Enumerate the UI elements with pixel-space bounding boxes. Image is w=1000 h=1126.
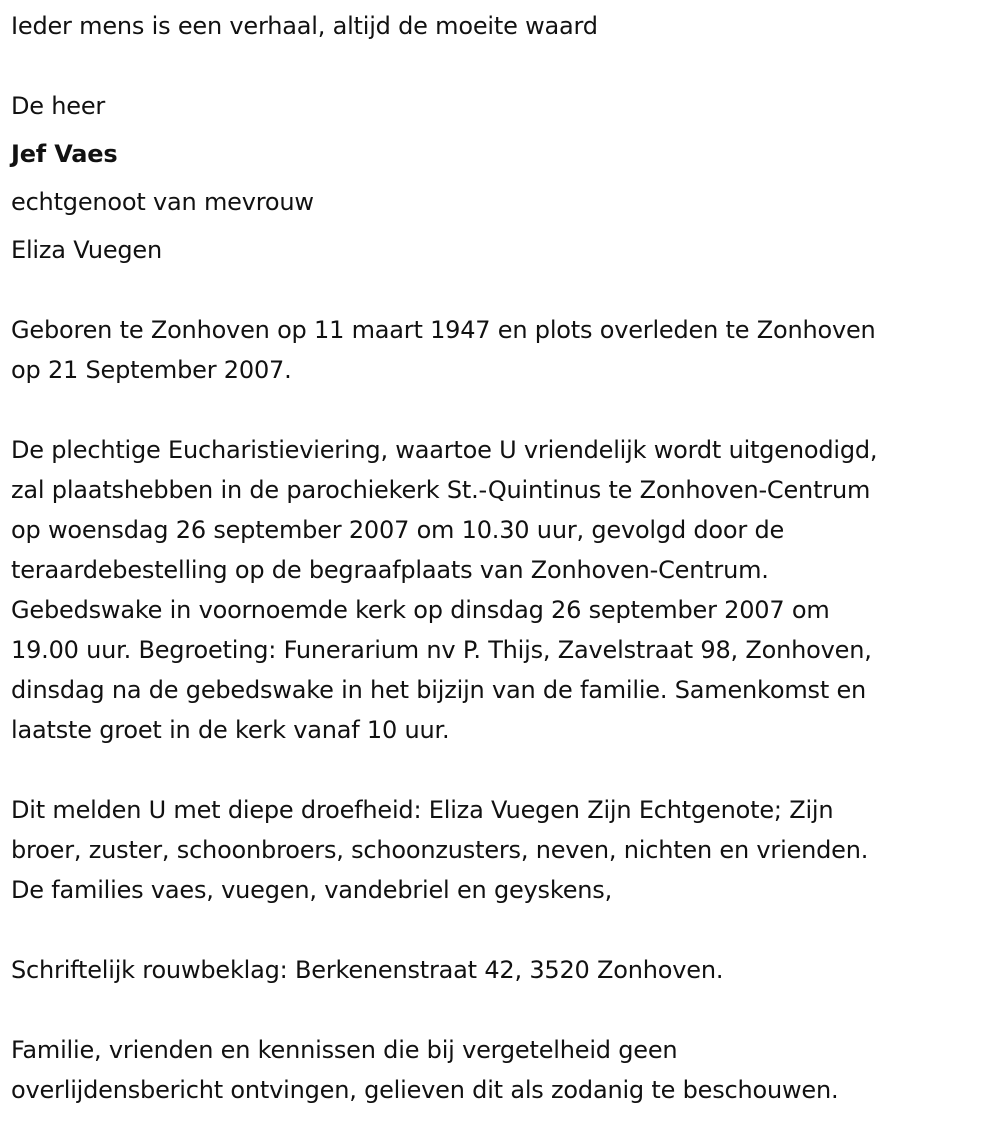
paragraph-line: dinsdag na de gebedswake in het bijzijn van de familie. Samenkomst en [11, 676, 867, 704]
motto: Ieder mens is een verhaal, altijd de moeite waard [11, 12, 598, 40]
ceremony-paragraph [11, 430, 991, 750]
paragraph-line: Familie, vrienden en kennissen die bij vergetelheid geen [11, 1036, 678, 1064]
paragraph-line: zal plaatshebben in de parochiekerk St.-Quintinus te Zonhoven-Centrum [11, 476, 871, 504]
condolence-paragraph [11, 950, 991, 990]
closing-paragraph [11, 1030, 991, 1110]
paragraph-line: De families vaes, vuegen, vandebriel en geyskens, [11, 876, 613, 904]
paragraph-line: Geboren te Zonhoven op 11 maart 1947 en plots overleden te Zonhoven [11, 316, 876, 344]
spouse-name: Eliza Vuegen [11, 236, 163, 264]
paragraph-line: op 21 September 2007. [11, 356, 292, 384]
birth-death-paragraph [11, 310, 991, 390]
paragraph-line: broer, zuster, schoonbroers, schoonzusters, neven, nichten en vrienden. [11, 836, 869, 864]
deceased-name: Jef Vaes [11, 140, 118, 168]
family-paragraph [11, 790, 991, 910]
paragraph-line: De plechtige Eucharistieviering, waartoe U vriendelijk wordt uitgenodigd, [11, 436, 878, 464]
title-prefix: De heer [11, 92, 106, 120]
paragraph-line: op woensdag 26 september 2007 om 10.30 uur, gevolgd door de [11, 516, 785, 544]
spouse-intro: echtgenoot van mevrouw [11, 188, 314, 216]
paragraph-line: laatste groet in de kerk vanaf 10 uur. [11, 716, 450, 744]
paragraph-line: Schriftelijk rouwbeklag: Berkenenstraat 42, 3520 Zonhoven. [11, 956, 724, 984]
paragraph-line: overlijdensbericht ontvingen, gelieven dit als zodanig te beschouwen. [11, 1076, 839, 1104]
paragraph-line: teraardebestelling op de begraafplaats van Zonhoven-Centrum. [11, 556, 769, 584]
paragraph-line: Gebedswake in voornoemde kerk op dinsdag 26 september 2007 om [11, 596, 830, 624]
paragraph-line: 19.00 uur. Begroeting: Funerarium nv P. Thijs, Zavelstraat 98, Zonhoven, [11, 636, 872, 664]
paragraph-line: Dit melden U met diepe droefheid: Eliza Vuegen Zijn Echtgenote; Zijn [11, 796, 834, 824]
